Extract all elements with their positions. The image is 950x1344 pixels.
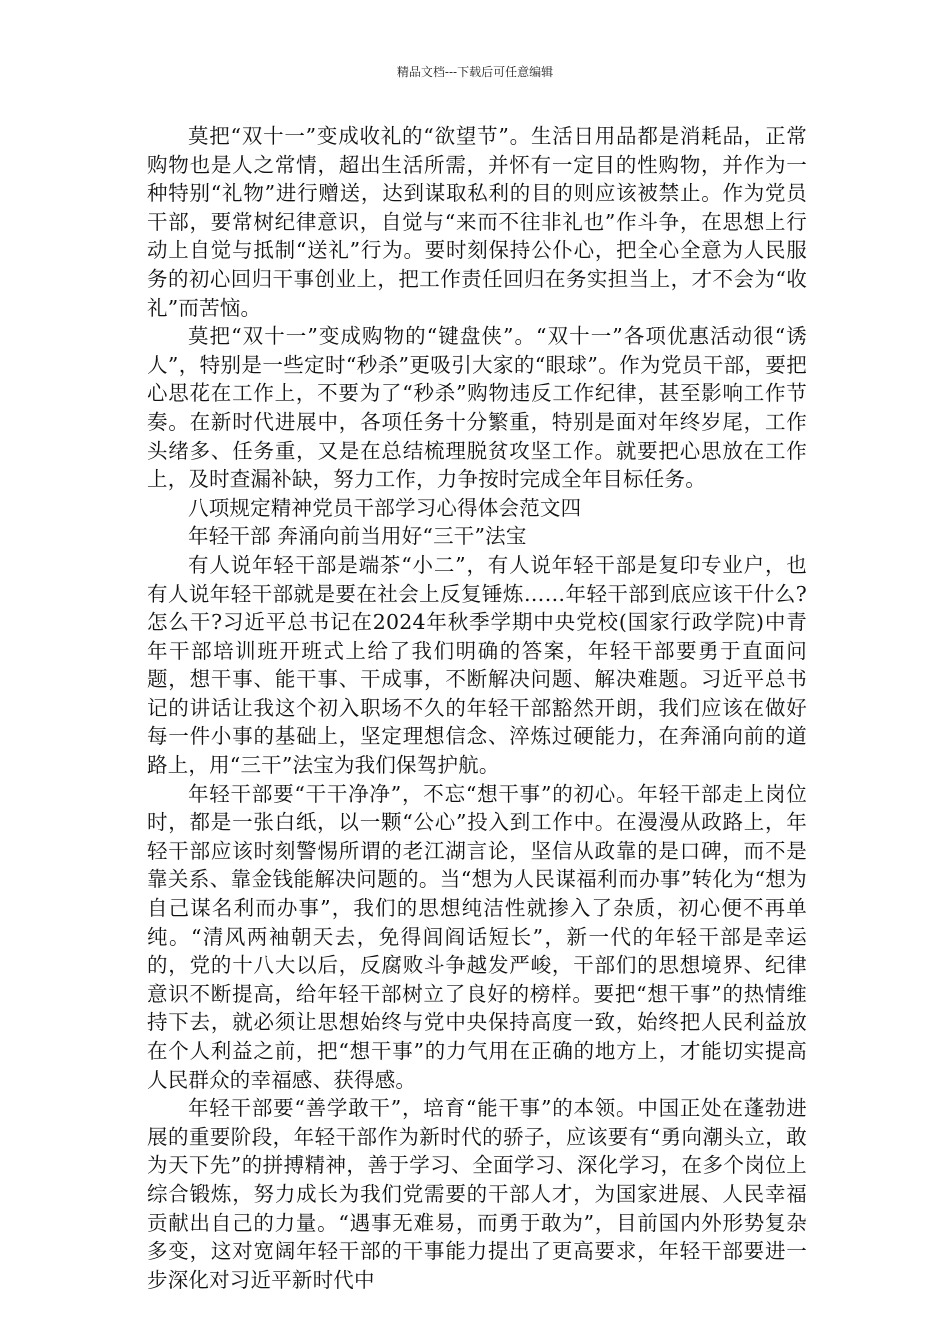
paragraph-learning: 年轻干部要“善学敢干”，培育“能干事”的本领。中国正处在蓬勃进展的重要阶段，年轻干部作为新时代的骄子，应该要有“勇向潮头立，敢为天下先”的拼搏精神，善于学习、全面学习、深化学习，在多个岗位上综合锻炼，努力成长为我们党需要的干部人才，为国家进展、人民幸福贡献出自己的力量。“遇事无难易，而勇于敢为”，目前国内外形势复杂多变，这对宽阔年轻干部的干事能力提出了更高要求，年轻干部要进一步深化对习近平新时代中 (147, 1096, 807, 1292)
document-body (147, 122, 807, 1294)
paragraph-intro: 有人说年轻干部是端茶“小二”，有人说年轻干部是复印专业户，也有人说年轻干部就是要在社会上反复锤炼……年轻干部到底应该干什么?怎么干?习近平总书记在2024年秋季学期中央党校(国家行政学院)中青年干部培训班开班式上给了我们明确的答案，年轻干部要勇于直面问题，想干事、能干事、干成事，不断解决问题、解决难题。习近平总书记的讲话让我这个初入职场不久的年轻干部豁然开朗，我们应该在做好每一件小事的基础上，坚定理想信念、淬炼过硬能力，在奔涌向前的道路上，用“三干”法宝为我们保驾护航。 (147, 552, 807, 778)
section-title: 八项规定精神党员干部学习心得体会范文四 (188, 495, 582, 520)
article-title: 年轻干部 奔涌向前当用好“三干”法宝 (188, 524, 527, 549)
paragraph-shopping-keyboard: 莫把“双十一”变成购物的“键盘侠”。“双十一”各项优惠活动很“诱人”，特别是一些定时“秒杀”更吸引大家的“眼球”。作为党员干部，要把心思花在工作上，不要为了“秒杀”购物违反工作纪律，甚至影响工作节奏。在新时代进展中，各项任务十分繁重，特别是面对年终岁尾，工作头绪多、任务重，又是在总结梳理脱贫攻坚工作。就要把心思放在工作上，及时查漏补缺，努力工作，力争按时完成全年目标任务。 (147, 324, 807, 492)
paragraph-clean: 年轻干部要“干干净净”，不忘“想干事”的初心。年轻干部走上岗位时，都是一张白纸，以一颗“公心”投入到工作中。在漫漫从政路上，年轻干部应该时刻警惕所谓的老江湖言论，坚信从政靠的是口碑，而不是靠关系、靠金钱能解决问题的。当“想为人民谋福利而办事”转化为“想为自己谋名利而办事”，我们的思想纯洁性就掺入了杂质，初心便不再单纯。“清风两袖朝天去，免得闾阎话短长”，新一代的年轻干部是幸运的，党的十八大以后，反腐败斗争越发严峻，干部们的思想境界、纪律意识不断提高，给年轻干部树立了良好的榜样。要把“想干事”的热情维持下去，就必须让思想始终与党中央保持高度一致，始终把人民利益放在个人利益之前，把“想干事”的力气用在正确的地方上，才能切实提高人民群众的幸福感、获得感。 (147, 781, 807, 1092)
paragraph-shopping-gifts: 莫把“双十一”变成收礼的“欲望节”。生活日用品都是消耗品，正常购物也是人之常情，超出生活所需，并怀有一定目的性购物，并作为一种特别“礼物”进行赠送，达到谋取私利的目的则应该被禁止。作为党员干部，要常树纪律意识，自觉与“来而不往非礼也”作斗争，在思想上行动上自觉与抵制“送礼”行为。要时刻保持公仆心，把全心全意为人民服务的初心回归干事创业上，把工作责任回归在务实担当上，才不会为“收礼”而苦恼。 (147, 124, 807, 320)
page-header: 精品文档---下载后可任意编辑 (396, 65, 554, 79)
